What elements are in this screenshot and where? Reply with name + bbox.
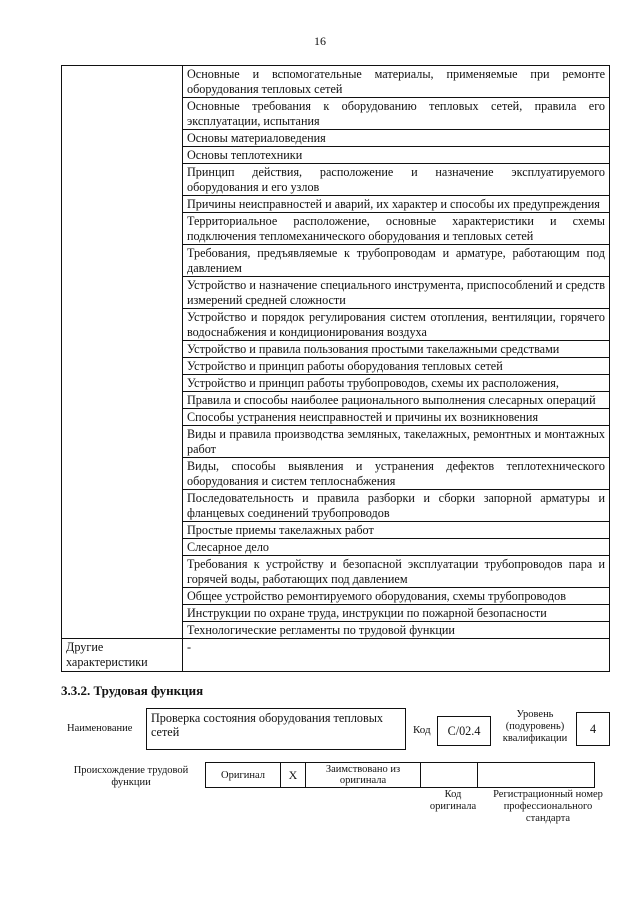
knowledge-item: Технологические регламенты по трудовой функции bbox=[183, 622, 610, 639]
knowledge-item: Последовательность и правила разборки и сборки запорной арматуры и фланцевых соединений трубопроводов bbox=[183, 490, 610, 522]
function-code-field: С/02.4 bbox=[437, 716, 491, 746]
knowledge-item: Общее устройство ремонтируемого оборудования, схемы трубопроводов bbox=[183, 588, 610, 605]
borrowed-label: Заимствовано из оригинала bbox=[306, 763, 421, 788]
level-label: Уровень (подуровень) квалификации bbox=[502, 709, 568, 744]
origin-code-label: Код оригинала bbox=[429, 789, 477, 812]
knowledge-item: Основы теплотехники bbox=[183, 147, 610, 164]
code-label: Код bbox=[413, 724, 431, 736]
knowledge-item: Слесарное дело bbox=[183, 539, 610, 556]
knowledge-item: Причины неисправностей и аварий, их характер и способы их предупреждения bbox=[183, 196, 610, 213]
knowledge-item: Требования к устройству и безопасной эксплуатации трубопроводов пара и горячей воды, работающих под давлением bbox=[183, 556, 610, 588]
knowledge-item: Принцип действия, расположение и назначение эксплуатируемого оборудования и его узлов bbox=[183, 164, 610, 196]
knowledge-item: Устройство и назначение специального инструмента, приспособлений и средств измерений средней сложности bbox=[183, 277, 610, 309]
knowledge-item: Простые приемы такелажных работ bbox=[183, 522, 610, 539]
knowledge-label-cell bbox=[62, 66, 183, 639]
origin-table bbox=[205, 762, 595, 788]
knowledge-item: Устройство и принцип работы трубопроводов, схемы их расположения, bbox=[183, 375, 610, 392]
knowledge-item: Устройство и порядок регулирования систем отопления, вентиляции, горячего водоснабжения и кондиционирования воздуха bbox=[183, 309, 610, 341]
reg-number-label: Регистрационный номер профессионального стандарта bbox=[493, 789, 603, 824]
name-label: Наименование bbox=[67, 723, 133, 734]
function-name-field: Проверка состояния оборудования тепловых сетей bbox=[146, 708, 406, 750]
page-number: 16 bbox=[314, 34, 326, 48]
knowledge-item: Инструкции по охране труда, инструкции по пожарной безопасности bbox=[183, 605, 610, 622]
level-field: 4 bbox=[576, 712, 610, 746]
knowledge-item: Виды, способы выявления и устранения дефектов теплотехнического оборудования и систем теплоснабжения bbox=[183, 458, 610, 490]
knowledge-row bbox=[62, 66, 610, 98]
original-mark: Х bbox=[281, 763, 306, 788]
knowledge-item: Способы устранения неисправностей и причины их возникновения bbox=[183, 409, 610, 426]
knowledge-item: Устройство и правила пользования простыми такелажными средствами bbox=[183, 341, 610, 358]
other-characteristics-value: - bbox=[183, 639, 610, 672]
origin-label: Происхождение трудовой функции bbox=[73, 765, 189, 788]
knowledge-item: Виды и правила производства земляных, такелажных, ремонтных и монтажных работ bbox=[183, 426, 610, 458]
knowledge-item: Устройство и принцип работы оборудования тепловых сетей bbox=[183, 358, 610, 375]
original-label: Оригинал bbox=[206, 763, 281, 788]
reg-number-cell bbox=[478, 763, 595, 788]
knowledge-item: Основы материаловедения bbox=[183, 130, 610, 147]
knowledge-table bbox=[61, 65, 610, 672]
origin-code-cell bbox=[421, 763, 478, 788]
other-characteristics-label: Другие характеристики bbox=[62, 639, 183, 672]
knowledge-item: Правила и способы наиболее рационального выполнения слесарных операций bbox=[183, 392, 610, 409]
knowledge-item: Территориальное расположение, основные характеристики и схемы подключения тепломеханического оборудования и тепловых сетей bbox=[183, 213, 610, 245]
knowledge-item: Основные и вспомогательные материалы, применяемые при ремонте оборудования тепловых сетей bbox=[183, 66, 610, 98]
knowledge-item: Основные требования к оборудованию тепловых сетей, правила его эксплуатации, испытания bbox=[183, 98, 610, 130]
section-title: 3.3.2. Трудовая функция bbox=[61, 683, 204, 698]
other-characteristics-row bbox=[62, 639, 610, 672]
knowledge-item: Требования, предъявляемые к трубопроводам и арматуре, работающим под давлением bbox=[183, 245, 610, 277]
